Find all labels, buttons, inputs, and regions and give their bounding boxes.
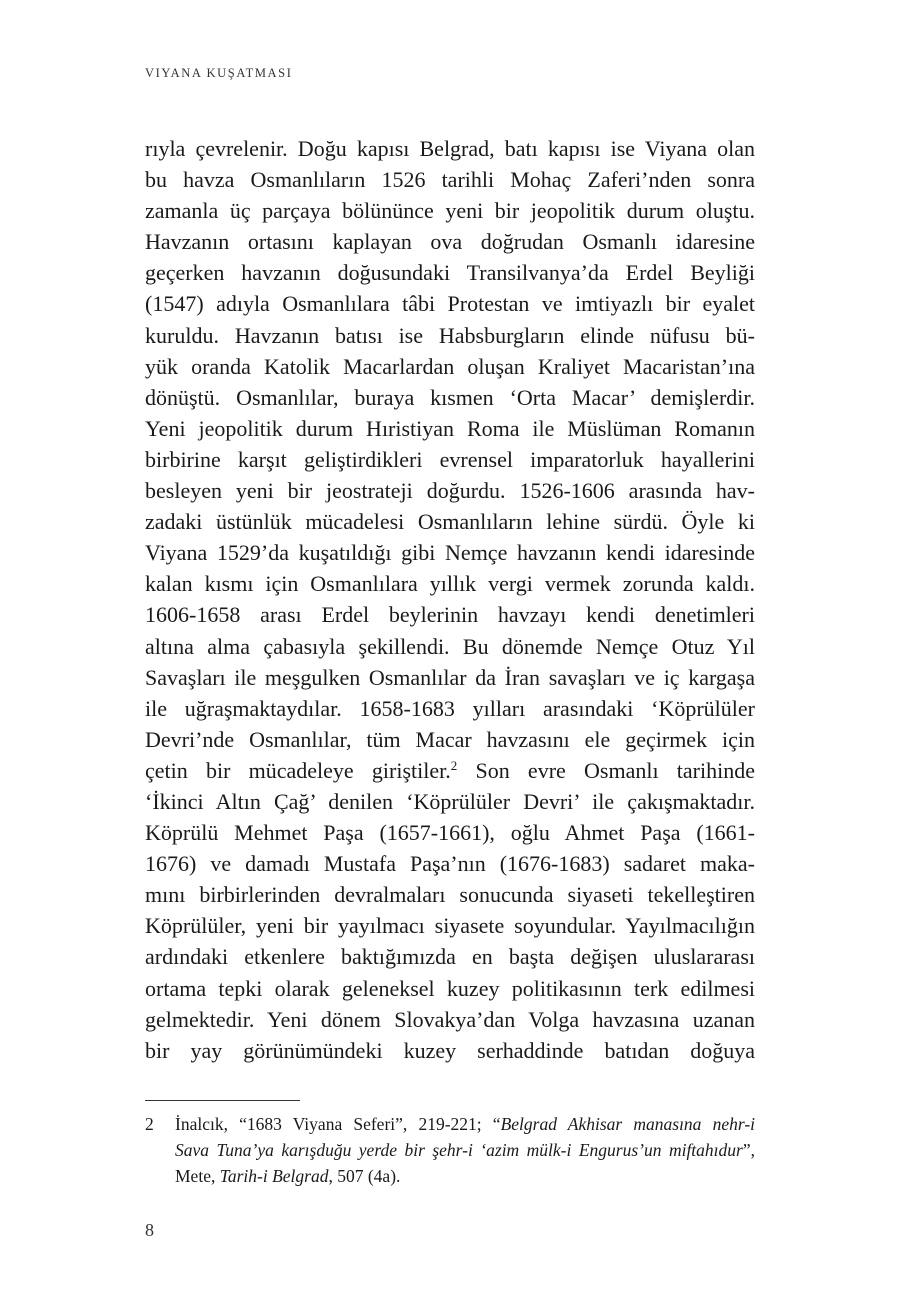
text-line: ortama tepki olarak geleneksel kuzey politikasının terk edilmesi (145, 975, 755, 1001)
footnote-text: ”, (742, 1140, 755, 1160)
text-line: Köprülü Mehmet Paşa (1657-1661), oğlu Ahmet Paşa (1661- (145, 820, 755, 846)
running-head: VIYANA KUŞATMASI (145, 66, 293, 80)
body-text (145, 133, 755, 1066)
text-line: Devri’nde Osmanlılar, tüm Macar havzasını ele geçirmek için (145, 726, 755, 752)
text-line: geçerken havzanın doğusundaki Transilvanya’da Erdel Beyliği (145, 260, 755, 286)
text-line: mını birbirlerinden devralmaları sonucunda siyaseti tekelleştiren (145, 882, 755, 908)
text-line: birbirine karşıt geliştirdikleri evrensel imparatorluk hayallerini (145, 446, 755, 472)
text-line: ile uğraşmaktaydılar. 1658-1683 yılları arasındaki ‘Köprülüler (145, 695, 755, 721)
footnote (145, 1111, 755, 1189)
text-line: kalan kısmı için Osmanlılara yıllık vergi vermek zorunda kaldı. (145, 571, 755, 597)
text-line: 1676) ve damadı Mustafa Paşa’nın (1676-1683) sadaret maka- (145, 851, 755, 877)
footnote-line (145, 1137, 755, 1163)
footnote-text: , 507 (4a). (328, 1166, 401, 1186)
page-number: 8 (145, 1220, 154, 1240)
text-line: (1547) adıyla Osmanlılara tâbi Protestan ve imtiyazlı bir eyalet (145, 291, 755, 317)
text-line: altına alma çabasıyla şekillendi. Bu dönemde Nemçe Otuz Yıl (145, 633, 755, 659)
text-line: rıyla çevrelenir. Doğu kapısı Belgrad, batı kapısı ise Viyana olan (145, 136, 755, 161)
footnote-reference[interactable]: 2 (450, 757, 458, 773)
text-line: Köprülüler, yeni bir yayılmacı siyasete soyundular. Yayılmacılığın (145, 913, 755, 939)
text-line: ‘İkinci Altın Çağ’ denilen ‘Köprülüler Devri’ ile çakışmaktadır. (145, 788, 755, 814)
footnote-text: Mete, (175, 1166, 220, 1186)
text-line: 1606-1658 arası Erdel beylerinin havzayı kendi denetimleri (145, 602, 755, 628)
footnote-number: 2 (145, 1114, 154, 1134)
text-line: yük oranda Katolik Macarlardan oluşan Kraliyet Macaristan’ına (145, 353, 755, 379)
footnote-source-title: Tarih-i Belgrad (219, 1166, 329, 1186)
text-line: Yeni jeopolitik durum Hıristiyan Roma ile Müslüman Romanın (145, 415, 755, 441)
footnote-line (145, 1111, 755, 1137)
text-line: bu havza Osmanlıların 1526 tarihli Mohaç Zaferi’nden sonra (145, 167, 755, 193)
text-segment: çetin bir mücadeleye giriştiler. (145, 757, 451, 783)
text-segment: Son evre Osmanlı tarihinde (457, 757, 755, 783)
text-line: ardındaki etkenlere baktığımızda en başta değişen uluslararası (145, 944, 755, 970)
text-line: besleyen yeni bir jeostrateji doğurdu. 1526-1606 arasında hav- (145, 478, 755, 504)
text-line: Savaşları ile meşgulken Osmanlılar da İran savaşları ve iç kargaşa (145, 664, 755, 690)
text-line: kuruldu. Havzanın batısı ise Habsburgların elinde nüfusu bü- (145, 322, 755, 348)
text-line: Havzanın ortasını kaplayan ova doğrudan Osmanlı idaresine (145, 229, 755, 255)
footnote-line (145, 1163, 755, 1189)
text-line: Viyana 1529’da kuşatıldığı gibi Nemçe havzanın kendi idaresinde (145, 540, 755, 566)
footnote-quote: Belgrad Akhisar manasına nehr-i (500, 1114, 756, 1134)
text-line: bir yay görünümündeki kuzey serhaddinde batıdan doğuya (145, 1037, 755, 1063)
text-line: zadaki üstünlük mücadelesi Osmanlıların lehine sürdü. Öyle ki (145, 509, 755, 535)
footnote-divider (145, 1100, 300, 1101)
text-line: dönüştü. Osmanlılar, buraya kısmen ‘Orta Macar’ demişlerdir. (145, 384, 755, 410)
footnote-text: İnalcık, “1683 Viyana Seferi”, 219-221; “ (175, 1114, 501, 1134)
footnote-quote: Sava Tuna’ya karışduğu yerde bir şehr-i ‘azim mülk-i Engurus’un miftahıdur (175, 1140, 743, 1160)
text-line-with-footnote-ref (145, 755, 755, 786)
text-line: zamanla üç parçaya bölününce yeni bir jeopolitik durum oluştu. (145, 198, 755, 224)
text-line: gelmektedir. Yeni dönem Slovakya’dan Volga havzasına uzanan (145, 1006, 755, 1032)
